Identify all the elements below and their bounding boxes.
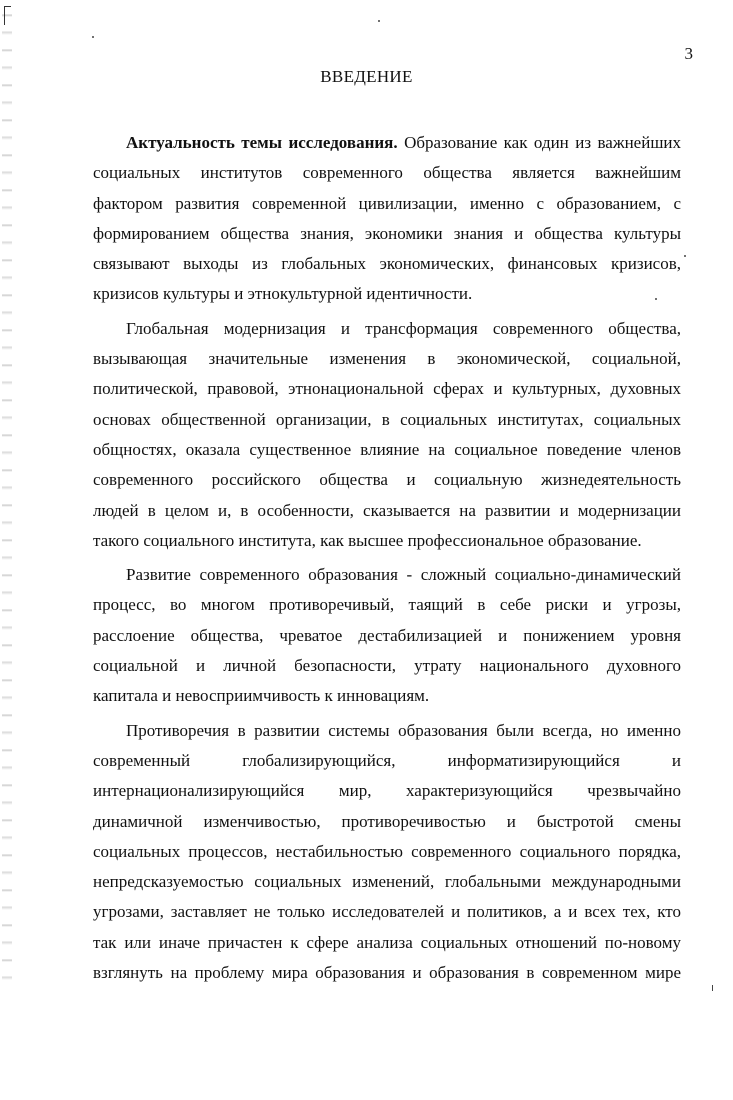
paragraph-line: вызывающая значительные изменения в экономической, социальной, xyxy=(93,349,681,369)
paragraph-line xyxy=(93,128,681,158)
paragraph-line: кризисов культуры и этнокультурной идентичности. xyxy=(93,284,473,304)
scan-speck xyxy=(655,298,657,300)
paragraph-line: социальной и личной безопасности, утрату национального духовного xyxy=(93,656,681,676)
document-body xyxy=(93,128,681,988)
paragraph-development xyxy=(93,560,681,711)
paragraph-line: такого социального института, как высшее профессиональное образование. xyxy=(93,530,642,550)
page-number: 3 xyxy=(684,44,693,63)
paragraph-line: расслоение общества, чреватое дестабилизацией и понижением уровня xyxy=(93,625,681,645)
scan-speck xyxy=(684,255,686,257)
paragraph-line: так или иначе причастен к сфере анализа социальных отношений по-новому xyxy=(93,932,681,952)
corner-mark xyxy=(4,6,11,25)
paragraph-line: динамичной изменчивостью, противоречивостью и быстротой смены xyxy=(93,811,681,831)
scan-speck xyxy=(378,20,380,22)
paragraph-line: людей в целом и, в особенности, сказывается на развитии и модернизации xyxy=(93,500,681,520)
paragraph-line: современный глобализирующийся, информатизирующийся и xyxy=(93,750,681,770)
paragraph-line: связывают выходы из глобальных экономических, финансовых кризисов, xyxy=(93,254,681,274)
line-text: Образование как один из важнейших xyxy=(404,133,682,152)
paragraph-line: общностях, оказала существенное влияние на социальное поведение членов xyxy=(93,439,681,459)
paragraph-line: непредсказуемостью социальных изменений, глобальными международными xyxy=(93,872,681,892)
paragraph-line: Глобальная модернизация и трансформация современного общества, xyxy=(126,318,681,338)
paragraph-line: капитала и невосприимчивость к инновациям. xyxy=(93,686,430,706)
paragraph-line: процесс, во многом противоречивый, таящий в себе риски и угрозы, xyxy=(93,595,681,615)
paragraph-line: взглянуть на проблему мира образования и образования в современном мире xyxy=(93,963,681,983)
page-title: ВВЕДЕНИЕ xyxy=(320,67,413,86)
scan-speck xyxy=(712,985,713,991)
paragraph-line: современного российского общества и социальную жизнедеятельность xyxy=(93,470,681,490)
paragraph-modernization xyxy=(93,314,681,556)
section-lead: Актуальность темы исследования. xyxy=(126,133,398,152)
paragraph-contradictions xyxy=(93,716,681,989)
paragraph-line: Противоречия в развитии системы образования были всегда, но именно xyxy=(126,720,681,740)
paragraph-line: интернационализирующийся мир, характеризующийся чрезвычайно xyxy=(93,781,681,801)
paragraph-line: Развитие современного образования - сложный социально-динамический xyxy=(126,565,681,585)
paragraph-line: политической, правовой, этнонациональной сферах и культурных, духовных xyxy=(93,379,681,399)
paragraph-line: формированием общества знания, экономики знания и общества культуры xyxy=(93,223,681,243)
paragraph-line: социальных институтов современного общества является важнейшим xyxy=(93,163,681,183)
scan-edge-artifact xyxy=(2,0,12,980)
paragraph-line: основах общественной организации, в социальных институтах, социальных xyxy=(93,409,681,429)
paragraph-line: фактором развития современной цивилизации, именно с образованием, с xyxy=(93,193,681,213)
paragraph-relevance xyxy=(93,128,681,310)
paragraph-line: угрозами, заставляет не только исследователей и политиков, а и всех тех, кто xyxy=(93,902,681,922)
scan-speck xyxy=(92,36,94,38)
paragraph-line: социальных процессов, нестабильностью современного социального порядка, xyxy=(93,841,681,861)
